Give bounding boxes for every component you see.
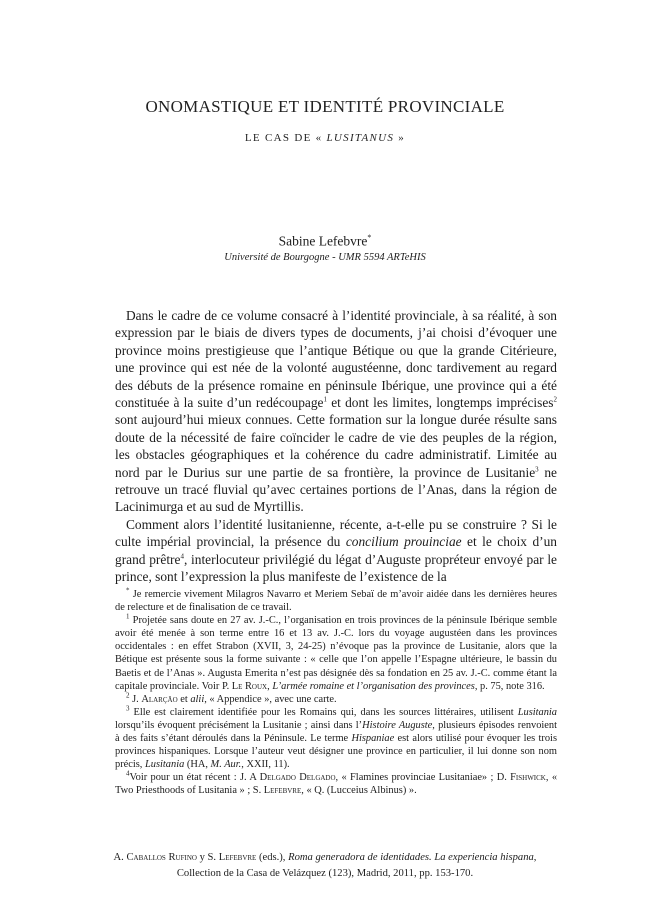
subtitle-prefix: LE CAS DE « (244, 132, 327, 144)
footnote-text: J. (129, 693, 142, 705)
citation-footer (0, 850, 650, 881)
footnote-4 (115, 771, 557, 797)
italic-term: Hispaniae (351, 733, 395, 745)
author-smallcaps: Fishwick (510, 772, 546, 784)
footnote-ref-4: 4 (180, 552, 184, 561)
footnote-star (115, 588, 557, 614)
footnote-text: , plusieurs épisodes renvoient à des faits s’étant déroulés dans la Péninsule. Le terme (115, 719, 558, 745)
footnote-2 (115, 693, 557, 706)
text-run: sont aujourd’hui mieux connues. Cette formation sur la longue durée résulte sans doute de la nécessité de faire coïncider le cadre de vie des peuples de la région, les obstacles géographiques et la cohérence du cadre administratif. Limitée au nord par le Durius sur une partie de sa frontière, la province de Lusitanie (115, 412, 557, 480)
subtitle-emphasis: LUSITANUS (326, 132, 395, 144)
footnote-text: et (177, 693, 191, 705)
editor-smallcaps: Caballos Rufino (126, 852, 197, 863)
footnote-text: est alors utilisé pour évoquer les trois provinces hispaniques. Lorsque l’auteur veut désigner une province en particulier, il lui donne son nom précis, (115, 733, 557, 771)
author-smallcaps: Delgado Delgado (259, 772, 336, 784)
footnote-mark: 2 (126, 691, 130, 700)
italic-term: Lusitania (517, 706, 557, 718)
citation-line-1 (0, 850, 650, 866)
footnote-text: Projetée sans doute en 27 av. J.-C., l’organisation en trois provinces de la péninsule Ibérique semble avoir été menée à son terme entre 16 et 13 av. J.-C. lors du voyage augustéen dans les provinces occidentales : en effet Strabon (XVII, 3, 24-25) n’évoque pas la province de Lusitanie, alors que la Bétique est présente sous la forme suivante : « celle que l’on appelle l’Espagne ultérieure, le bassin du Baetis et de l’Anas ». Augusta Emerita n’est pas désignée dès sa fondation en 25 av. J.-C. comme étant la capitale provinciale. Voir P. (115, 615, 557, 692)
text-run: Dans le cadre de ce volume consacré à l’identité provinciale, à sa réalité, à son expression par le biais de divers types de documents, j’ai choisi d’évoquer une province moins prestigieuse que l’antique Bétique ou que la grande Citérieure, une province qui est née de la volonté augustéenne, donc tardivement au regard des débuts de la présence romaine en péninsule Ibérique, une province qui a été constituée à la suite d’un redécoupage (115, 308, 557, 411)
subtitle-suffix: » (394, 132, 406, 144)
footnote-1 (115, 614, 557, 693)
author-name-text: Sabine Lefebvre (278, 233, 368, 249)
paragraph-2 (115, 516, 557, 586)
footnote-text: , « Two Priesthoods of Lusitania » ; S. (115, 772, 558, 797)
footnote-mark: 4 (126, 769, 130, 778)
footnote-text: , (267, 680, 273, 692)
citation-line-2: Collection de la Casa de Velázquez (123), Madrid, 2011, pp. 153-170. (176, 867, 474, 879)
author-name (0, 233, 650, 250)
text-run: Comment alors l’identité lusitanienne, récente, a-t-elle pu se construire ? Si le culte impérial provincial, la présence du (115, 516, 557, 550)
citation-text: (eds.), (256, 852, 289, 863)
book-title: Roma generadora de identidades. La experiencia hispana (288, 852, 534, 863)
article-title: ONOMASTIQUE ET IDENTITÉ PROVINCIALE (145, 97, 505, 116)
work-title: L’armée romaine et l’organisation des provinces (272, 680, 475, 692)
footnote-3 (115, 706, 557, 771)
footnote-text: , « Q. (Lucceius Albinus) ». (301, 785, 417, 797)
footnote-text: lorsqu’ils évoquent précisément la Lusitanie ; ainsi dans l’ (115, 719, 363, 731)
work-title: M. Aur. (210, 759, 242, 771)
footnote-ref-3: 3 (535, 465, 539, 474)
footnote-mark: * (126, 586, 130, 595)
author-smallcaps: Le Roux (231, 680, 268, 692)
footnote-text: , « Appendice », avec une carte. (204, 693, 337, 705)
footnotes (115, 588, 557, 798)
footnote-text: Voir pour un état récent : J. A (129, 772, 260, 784)
text-run: et dont les limites, longtemps imprécises (326, 395, 554, 411)
italic-term: alii (190, 693, 205, 705)
author-smallcaps: Lefebvre (263, 785, 302, 797)
citation-text: , (533, 852, 537, 863)
footnote-text: , « Flamines provinciae Lusitaniae» ; D. (335, 772, 511, 784)
text-run: et le choix d’un grand prêtre (115, 534, 557, 567)
footnote-text: (HA, (184, 759, 211, 771)
footnote-mark: 3 (126, 704, 130, 713)
italic-term: Lusitania (145, 759, 185, 771)
text-run: , interlocuteur privilégié du légat d’Auguste propréteur envoyé par le prince, sont l’expression la plus manifeste de l’existence de la (115, 551, 557, 585)
footnote-text: , XXII, 11). (241, 759, 290, 771)
footnote-mark: 1 (126, 612, 130, 621)
author-affiliation: Université de Bourgogne - UMR 5594 ARTeHIS (224, 252, 426, 263)
work-title: Histoire Auguste (362, 719, 433, 731)
citation-text: y S. (196, 852, 219, 863)
author-smallcaps: Alarção (141, 693, 178, 705)
body-text (115, 307, 557, 586)
author-footnote-mark: * (367, 233, 372, 242)
footnote-ref-1: 1 (323, 395, 327, 404)
footnote-text: , p. 75, note 316. (474, 680, 545, 692)
text-run: ne retrouve un tracé fluvial qu’avec certaines portions de l’Anas, dans la région de Lacinimurga et au sud de Myrtillis. (115, 464, 557, 515)
italic-term: concilium prouinciae (345, 534, 462, 550)
footnote-ref-2: 2 (553, 395, 557, 404)
paragraph-1 (115, 307, 557, 516)
editor-smallcaps: Lefebvre (218, 852, 257, 863)
footnote-text: Je remercie vivement Milagros Navarro et Meriem Sebaï de m’avoir aidée dans les dernières heures de relecture et de finalisation de ce travail. (115, 589, 557, 614)
footnote-text: Elle est clairement identifiée pour les Romains qui, dans les sources littéraires, utilisent (129, 706, 518, 718)
citation-text: A. (113, 852, 127, 863)
article-subtitle (0, 132, 650, 144)
